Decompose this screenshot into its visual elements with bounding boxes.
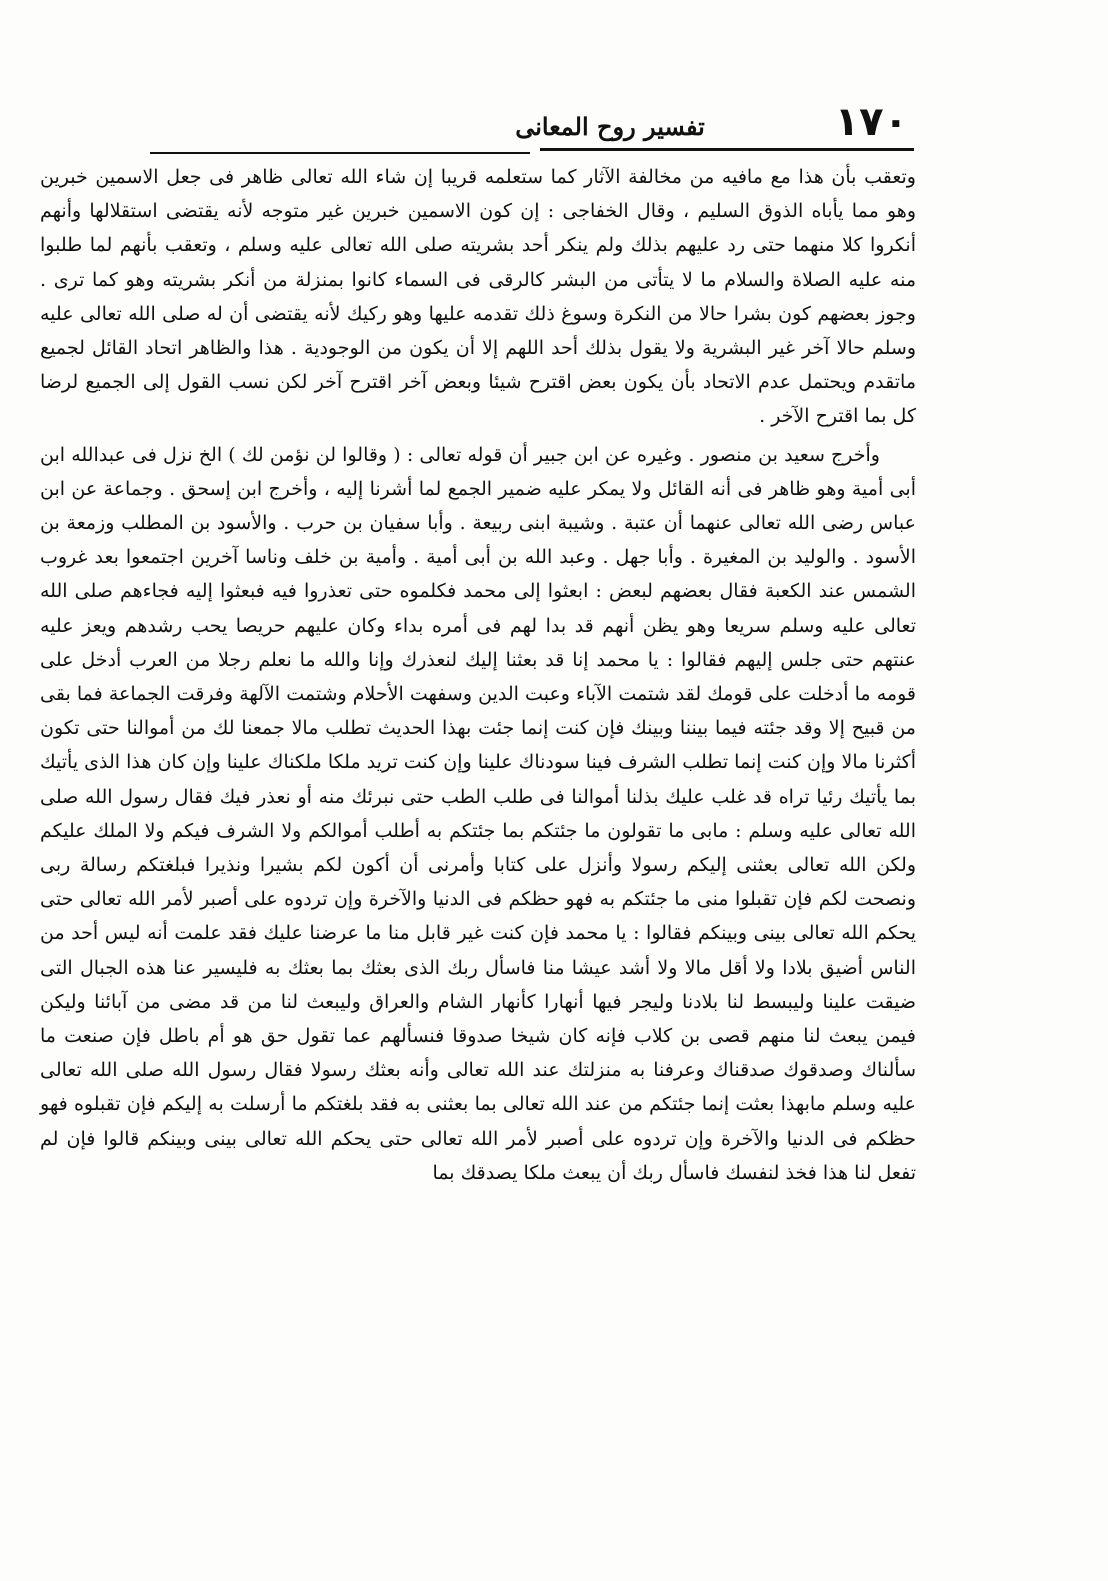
paragraph-2: وأخرج سعيد بن منصور . وغيره عن ابن جبير أن قوله تعالى : ( وقالوا لن نؤمن لك ) الخ نزل فى عبدالله ابن أبى أمية وهو ظاهر فى أنه القائل ولا يمكر عليه ضمير الجمع لما أشرنا إليه ، وأخرج ابن إسحق . وجماعة عن ابن عباس رضى الله تعالى عنهما أن عتبة . وشيبة ابنى ربيعة . وأبا سفيان بن حرب . والأسود بن المطلب وزمعة بن الأسود . والوليد بن المغيرة . وأبا جهل . وعبد الله بن أبى أمية . وأمية بن خلف وناسا آخرين اجتمعوا بعد غروب الشمس عند الكعبة فقال بعضهم لبعض : ابعثوا إلى محمد فكلموه حتى تعذروا فيه فبعثوا إليه فجاءهم صلى الله تعالى عليه وسلم سريعا وهو يظن أنهم قد بدا لهم فى أمره بداء وكان عليهم حريصا يحب رشدهم ويعز عليه عنتهم حتى جلس إليهم فقالوا : يا محمد إنا قد بعثنا إليك لنعذرك وإنا والله ما نعلم رجلا من العرب أدخل على قومه ما أدخلت على قومك لقد شتمت الآباء وعبت الدين وسفهت الأحلام وشتمت الآلهة وفرقت الجماعة فما بقى من قبيح إلا وقد جئته فيما بيننا وبينك فإن كنت إنما جئت بهذا الحديث تطلب مالا جمعنا لك من أموالنا حتى تكون أكثرنا مالا وإن كنت إنما تطلب الشرف فينا سودناك علينا وإن كنت تريد ملكا ملكناك علينا وإن كان هذا الذى يأتيك بما يأتيك رئيا تراه قد غلب عليك بذلنا أموالنا فى طلب الطب حتى نبرئك منه أو نعذر فيك فقال رسول الله صلى الله تعالى عليه وسلم : مابى ما تقولون ما جئتكم بما جئتكم به أطلب أموالكم ولا الشرف فيكم ولا الملك عليكم ولكن الله تعالى بعثنى إليكم رسولا وأنزل على كتابا وأمرنى أن أكون لكم بشيرا ونذيرا فبلغتكم رسالة ربى ونصحت لكم فإن تقبلوا منى ما جئتكم به فهو حظكم فى الدنيا والآخرة وإن تردوه على أصبر لأمر الله تعالى حتى يحكم الله تعالى بينى وبينكم فقالوا : يا محمد فإن كنت غير قابل منا ما عرضنا عليك فقد علمت أنه ليس أحد من الناس أضيق بلادا ولا أقل مالا ولا أشد عيشا منا فاسأل ربك الذى بعثك بما بعثك به فليسير عنا هذه الجبال التى ضيقت علينا وليبسط لنا بلادنا وليجر فيها أنهارا كأنهار الشام والعراق وليبعث لنا من قد مضى من آبائنا وليكن فيمن يبعث لنا منهم قصى بن كلاب فإنه كان شيخا صدوقا فنسألهم عما تقول حق هو أم باطل فإن صنعت ما سألناك وصدقوك صدقناك وعرفنا به منزلتك عند الله تعالى وأنه بعثك رسولا فقال رسول الله صلى الله تعالى عليه وسلم مابهذا بعثت إنما جئتكم من عند الله تعالى بما بعثنى به فقد بلغتكم ما أرسلت به إليكم فإن تقبلوه فهو حظكم فى الدنيا والآخرة وإن تردوه على أصبر لأمر الله تعالى حتى يحكم الله تعالى بينى وبينكم قالوا فإن لم تفعل لنا هذا فخذ لنفسك فاسأل ربك أن يبعث ملكا يصدقك بما [40, 443, 916, 1184]
page-number: ١٧٠ [834, 99, 908, 145]
header-rule-left [150, 152, 530, 154]
body-text [40, 160, 916, 1190]
paragraph-1: وتعقب بأن هذا مع مافيه من مخالفة الآثار كما ستعلمه قريبا إن شاء الله تعالى ظاهر فى جعل الاسمين خبرين وهو مما يأباه الذوق السليم ، وقال الخفاجى : إن كون الاسمين خبرين غير متوجه لأنه يقتضى استقلالها وأنهم أنكروا كلا منهما حتى رد عليهم بذلك ولم ينكر أحد بشريته صلى الله تعالى عليه وسلم ، وتعقب بأنهم لما طلبوا منه عليه الصلاة والسلام ما لا يتأتى من البشر كالرقى فى السماء كانوا بمنزلة من أنكر بشريته وهو كما ترى . وجوز بعضهم كون بشرا حالا من النكرة وسوغ ذلك تقدمه عليها وهو ركيك لأنه يقتضى أن له صلى الله تعالى عليه وسلم حالا آخر غير البشرية ولا يقول بذلك أحد اللهم إلا أن يكون من الوجودية . هذا والظاهر اتحاد القائل لجميع ماتقدم ويحتمل عدم الاتحاد بأن يكون بعض اقترح شيئا وبعض آخر اقترح آخر لكن نسب القول إلى الجميع لرضا كل بما اقترح الآخر . [40, 166, 916, 428]
header-rule-right [540, 148, 914, 151]
running-title: تفسير روح المعانى [515, 112, 705, 141]
